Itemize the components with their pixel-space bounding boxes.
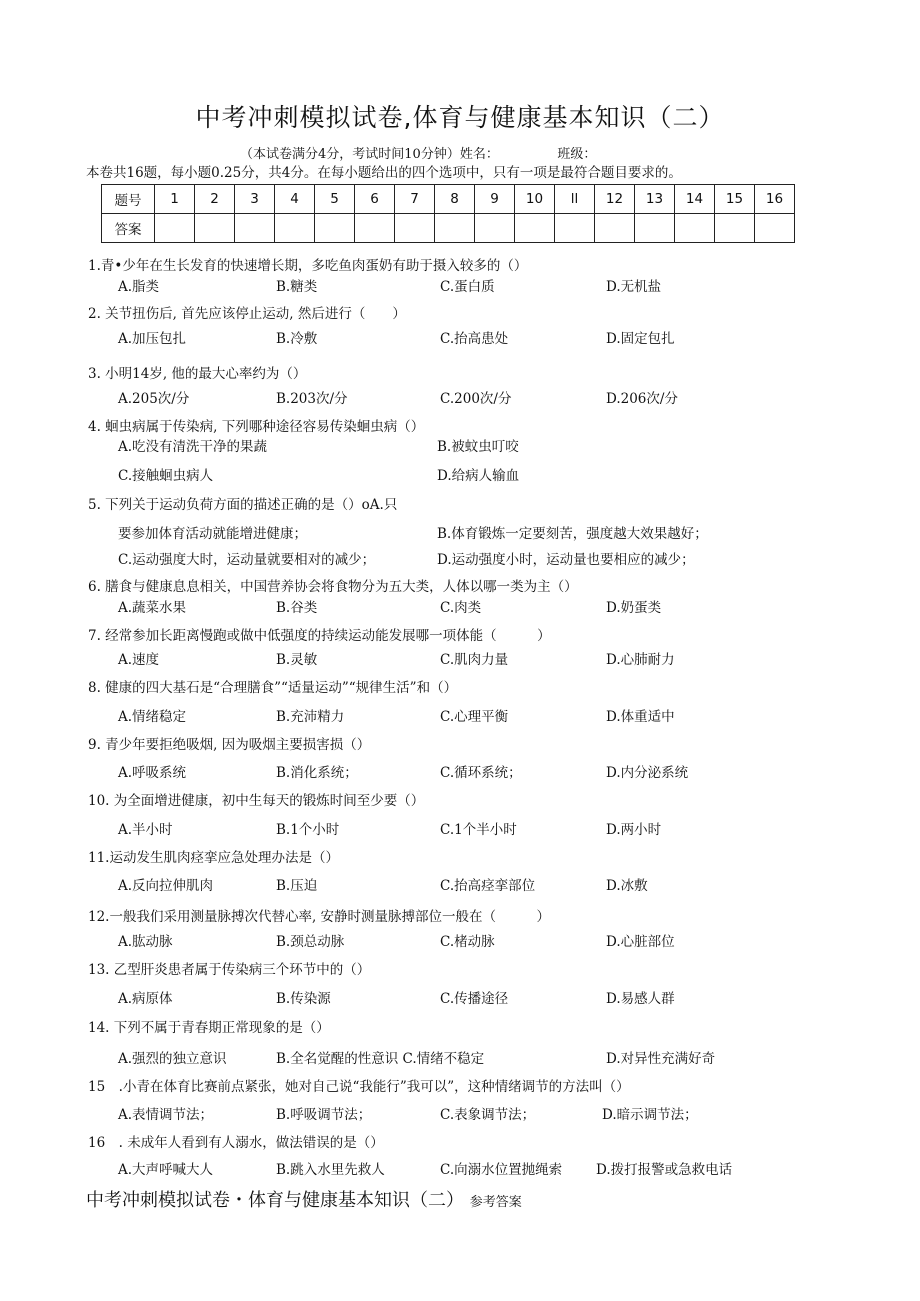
option-c: C.接触蛔虫病人 [118, 468, 214, 484]
option-d: D.易感人群 [606, 991, 675, 1007]
answer-table [101, 184, 795, 243]
option-a: A.表情调节法； [118, 1107, 214, 1123]
question-stem: 1.青•少年在生长发育的快速增长期，多吃鱼肉蛋奶有助于摄入较多的（） [88, 258, 528, 274]
option-d: D.体重适中 [606, 709, 675, 725]
option-c: C.心理平衡 [440, 709, 509, 725]
option-b: B.传染源 [276, 991, 331, 1007]
option-b: B.灵敏 [276, 652, 318, 668]
option-d: D.拨打报警或急救电话 [596, 1162, 733, 1178]
option-c: C.肌肉力量 [440, 652, 509, 668]
question-stem: 8. 健康的四大基石是“合理膳食”“适量运动”“规律生活”和（） [88, 680, 458, 696]
option-a: 要参加体育活动就能增进健康； [118, 526, 307, 542]
option-b: B.呼吸调节法； [276, 1107, 372, 1123]
option-d: D.奶蛋类 [606, 600, 662, 616]
number-cell: 3 [235, 185, 275, 214]
number-cell: 2 [195, 185, 235, 214]
option-c: C.循环系统； [440, 765, 522, 781]
option-b: B.谷类 [276, 600, 318, 616]
number-cell: 5 [315, 185, 355, 214]
question-stem: 5. 下列关于运动负荷方面的描述正确的是（）oA.只 [88, 497, 398, 513]
option-d: D.运动强度小时，运动量也要相应的减少； [437, 552, 695, 568]
option-b: B.全名觉醒的性意识 C.情绪不稳定 [276, 1051, 485, 1067]
option-a: A.反向拉伸肌肉 [118, 878, 214, 894]
option-b: B.颈总动脉 [276, 934, 345, 950]
answer-cell[interactable] [555, 214, 595, 243]
answer-cell[interactable] [435, 214, 475, 243]
option-d: D.内分泌系统 [606, 765, 689, 781]
option-c: C.楮动脉 [440, 934, 495, 950]
answer-cell[interactable] [395, 214, 435, 243]
number-cell: 7 [395, 185, 435, 214]
option-b: B.体育锻炼一定要刻苦，强度越大效果越好； [437, 526, 708, 542]
option-a: A.呼吸系统 [118, 765, 187, 781]
option-a: A.情绪稳定 [118, 709, 187, 725]
option-c: C.表象调节法； [440, 1107, 536, 1123]
option-b: B.消化系统； [276, 765, 358, 781]
option-d: D.无机盐 [606, 279, 662, 295]
question-stem: 15 .小青在体育比赛前点紧张，她对自己说“我能行”我可以”，这种情绪调节的方法叫（） [88, 1079, 630, 1095]
option-a: A.病原体 [118, 991, 173, 1007]
question-stem: 3. 小明14岁, 他的最大心率约为（） [88, 366, 307, 382]
answer-cell[interactable] [315, 214, 355, 243]
option-d: D.对异性充满好奇 [606, 1051, 716, 1067]
answer-cell[interactable] [515, 214, 555, 243]
answer-table-row1-label: 题号 [102, 185, 155, 214]
question-stem: 10. 为全面增进健康，初中生每天的锻炼时间至少要（） [88, 793, 425, 809]
option-c: C.抬高患处 [440, 331, 509, 347]
answer-cell[interactable] [195, 214, 235, 243]
option-c: C.运动强度大时，运动量就要相对的减少； [118, 552, 376, 568]
option-b: B.1个小时 [276, 822, 340, 838]
option-b: B.冷敷 [276, 331, 318, 347]
option-a: A.半小时 [118, 822, 173, 838]
option-a: A.大声呼喊大人 [118, 1162, 214, 1178]
number-cell: 13 [635, 185, 675, 214]
question-stem: 7. 经常参加长距离慢跑或做中低强度的持续运动能发展哪一项体能（ ） [88, 628, 551, 644]
number-cell: 12 [595, 185, 635, 214]
option-d: D.206次/分 [606, 391, 678, 407]
answer-cell[interactable] [715, 214, 755, 243]
number-cell: 16 [755, 185, 795, 214]
answer-cell[interactable] [155, 214, 195, 243]
answer-key-subtitle: 参考答案 [469, 1195, 522, 1210]
number-cell: 9 [475, 185, 515, 214]
page-title: 中考冲刺模拟试卷,体育与健康基本知识（二） [195, 103, 725, 132]
answer-cell[interactable] [235, 214, 275, 243]
option-c: C.肉类 [440, 600, 482, 616]
option-c: C.1个半小时 [440, 822, 517, 838]
question-stem: 2. 关节扭伤后, 首先应该停止运动, 然后进行（ ） [88, 306, 406, 322]
exam-instructions: 本卷共16题，每小题0.25分，共4分。在每小题给出的四个选项中，只有一项是最符合题目要求的。 [86, 165, 682, 181]
option-d: D.冰敷 [606, 878, 648, 894]
question-stem: 11.运动发生肌肉痉挛应急处理办法是（） [88, 850, 339, 866]
answer-cell[interactable] [475, 214, 515, 243]
question-stem: 16 . 未成年人看到有人溺水，做法错误的是（） [88, 1135, 384, 1151]
option-c: C.抬高痉挛部位 [440, 878, 536, 894]
number-cell: ll [555, 185, 595, 214]
option-a: A.205次/分 [118, 391, 190, 407]
answer-cell[interactable] [595, 214, 635, 243]
option-b: B.压迫 [276, 878, 318, 894]
option-a: A.肱动脉 [118, 934, 173, 950]
option-c: C.传播途径 [440, 991, 509, 1007]
question-stem: 6. 膳食与健康息息相关，中国营养协会将食物分为五大类，人体以哪一类为主（） [88, 579, 578, 595]
question-stem: 9. 青少年要拒绝吸烟, 因为吸烟主要损害损（） [88, 737, 371, 753]
option-b: B.跳入水里先救人 [276, 1162, 385, 1178]
option-d: D.两小时 [606, 822, 662, 838]
question-stem: 13. 乙型肝炎患者属于传染病三个环节中的（） [88, 962, 371, 978]
number-cell: 14 [675, 185, 715, 214]
answer-key-title: 中考冲刺模拟试卷・体育与健康基本知识（二） [86, 1190, 464, 1211]
answer-table-row2-label: 答案 [102, 214, 155, 243]
exam-meta: （本试卷满分4分，考试时间10分钟）姓名： 班级： [240, 147, 597, 162]
option-d: D.暗示调节法； [602, 1107, 698, 1123]
option-a: A.吃没有清洗干净的果蔬 [118, 439, 268, 455]
answer-cell[interactable] [355, 214, 395, 243]
option-c: C.向溺水位置抛绳索 [440, 1162, 563, 1178]
option-a: A.蔬菜水果 [118, 600, 187, 616]
option-b: B.充沛精力 [276, 709, 345, 725]
answer-table-answer-row [102, 214, 795, 243]
question-stem: 14. 下列不属于青春期正常现象的是（） [88, 1020, 330, 1036]
option-a: A.加压包扎 [118, 331, 187, 347]
answer-cell[interactable] [275, 214, 315, 243]
option-a: A.速度 [118, 652, 160, 668]
option-d: D.心肺耐力 [606, 652, 675, 668]
option-c: C.200次/分 [440, 391, 512, 407]
option-b: B.203次/分 [276, 391, 348, 407]
number-cell: 1 [155, 185, 195, 214]
answer-cell[interactable] [675, 214, 715, 243]
option-b: B.糖类 [276, 279, 318, 295]
answer-cell[interactable] [635, 214, 675, 243]
number-cell: 10 [515, 185, 555, 214]
answer-cell[interactable] [755, 214, 795, 243]
option-a: A.脂类 [118, 279, 160, 295]
number-cell: 6 [355, 185, 395, 214]
question-stem: 4. 蛔虫病属于传染病, 下列哪种途径容易传染蛔虫病（） [88, 419, 425, 435]
question-stem: 12.一般我们采用测量脉搏次代替心率, 安静时测量脉搏部位一般在（ ） [88, 909, 551, 925]
answer-key-heading [86, 1186, 522, 1212]
number-cell: 8 [435, 185, 475, 214]
answer-table-number-row [102, 185, 795, 214]
option-d: D.心脏部位 [606, 934, 675, 950]
option-d: D.固定包扎 [606, 331, 675, 347]
option-a: A.强烈的独立意识 [118, 1051, 227, 1067]
option-c: C.蛋白质 [440, 279, 495, 295]
number-cell: 15 [715, 185, 755, 214]
number-cell: 4 [275, 185, 315, 214]
option-d: D.给病人输血 [437, 468, 520, 484]
option-b: B.被蚊虫叮咬 [437, 439, 519, 455]
